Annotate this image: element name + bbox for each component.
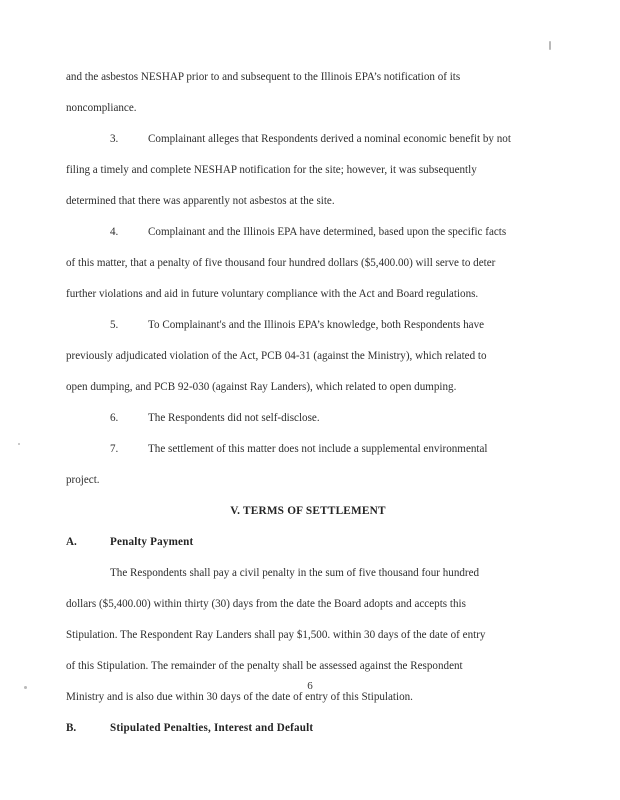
scan-speck xyxy=(549,41,551,50)
subsection-letter: A. xyxy=(66,536,77,548)
numbered-paragraph-5 xyxy=(66,310,550,403)
paragraph-number: 6. xyxy=(110,412,119,424)
body-line: The Respondents shall pay a civil penalty in the sum of five thousand four hundred xyxy=(110,567,480,579)
paragraph-line: The Respondents did not self-disclose. xyxy=(148,412,320,424)
page-number: 6 xyxy=(307,680,313,692)
body-line: Ministry and is also due within 30 days of the date of entry of this Stipulation. xyxy=(66,691,413,703)
paragraph-number: 3. xyxy=(110,133,119,145)
section-heading: V. TERMS OF SETTLEMENT xyxy=(230,505,386,517)
paragraph-line: of this matter, that a penalty of five thousand four hundred dollars ($5,400.00) will serve to deter xyxy=(66,257,496,269)
top-paragraph-line: and the asbestos NESHAP prior to and subsequent to the Illinois EPA’s notification of its xyxy=(66,71,461,83)
subsection-letter: B. xyxy=(66,722,77,734)
subsection-title: Stipulated Penalties, Interest and Default xyxy=(110,722,314,734)
scan-speck xyxy=(18,443,20,445)
paragraph-number: 7. xyxy=(110,443,119,455)
paragraph-line: filing a timely and complete NESHAP notification for the site; however, it was subsequently xyxy=(66,164,477,176)
paragraph-line: project. xyxy=(66,474,100,486)
subsection-a-heading xyxy=(66,527,550,558)
top-paragraph-line: noncompliance. xyxy=(66,102,137,114)
paragraph-line: Complainant and the Illinois EPA have determined, based upon the specific facts xyxy=(148,226,507,238)
paragraph-line: determined that there was apparently not asbestos at the site. xyxy=(66,195,335,207)
document-text-body xyxy=(66,62,550,744)
body-line: dollars ($5,400.00) within thirty (30) days from the date the Board adopts and accepts this xyxy=(66,598,466,610)
paragraph-line: open dumping, and PCB 92-030 (against Ray Landers), which related to open dumping. xyxy=(66,381,457,393)
paragraph-line: The settlement of this matter does not include a supplemental environmental xyxy=(148,443,488,455)
paragraph-line: previously adjudicated violation of the Act, PCB 04-31 (against the Ministry), which related to xyxy=(66,350,487,362)
paragraph-line: Complainant alleges that Respondents derived a nominal economic benefit by not xyxy=(148,133,511,145)
top-paragraph xyxy=(66,62,550,124)
paragraph-line: To Complainant's and the Illinois EPA’s knowledge, both Respondents have xyxy=(148,319,485,331)
paragraph-line: further violations and aid in future voluntary compliance with the Act and Board regulations. xyxy=(66,288,479,300)
paragraph-number: 4. xyxy=(110,226,119,238)
numbered-paragraph-6 xyxy=(66,403,550,434)
body-line: of this Stipulation. The remainder of the penalty shall be assessed against the Respondent xyxy=(66,660,463,672)
numbered-paragraph-7 xyxy=(66,434,550,496)
subsection-title: Penalty Payment xyxy=(110,536,194,548)
body-line: Stipulation. The Respondent Ray Landers shall pay $1,500. within 30 days of the date of entry xyxy=(66,629,486,641)
numbered-paragraph-4 xyxy=(66,217,550,310)
numbered-paragraph-3 xyxy=(66,124,550,217)
paragraph-number: 5. xyxy=(110,319,119,331)
subsection-b-heading xyxy=(66,713,550,744)
